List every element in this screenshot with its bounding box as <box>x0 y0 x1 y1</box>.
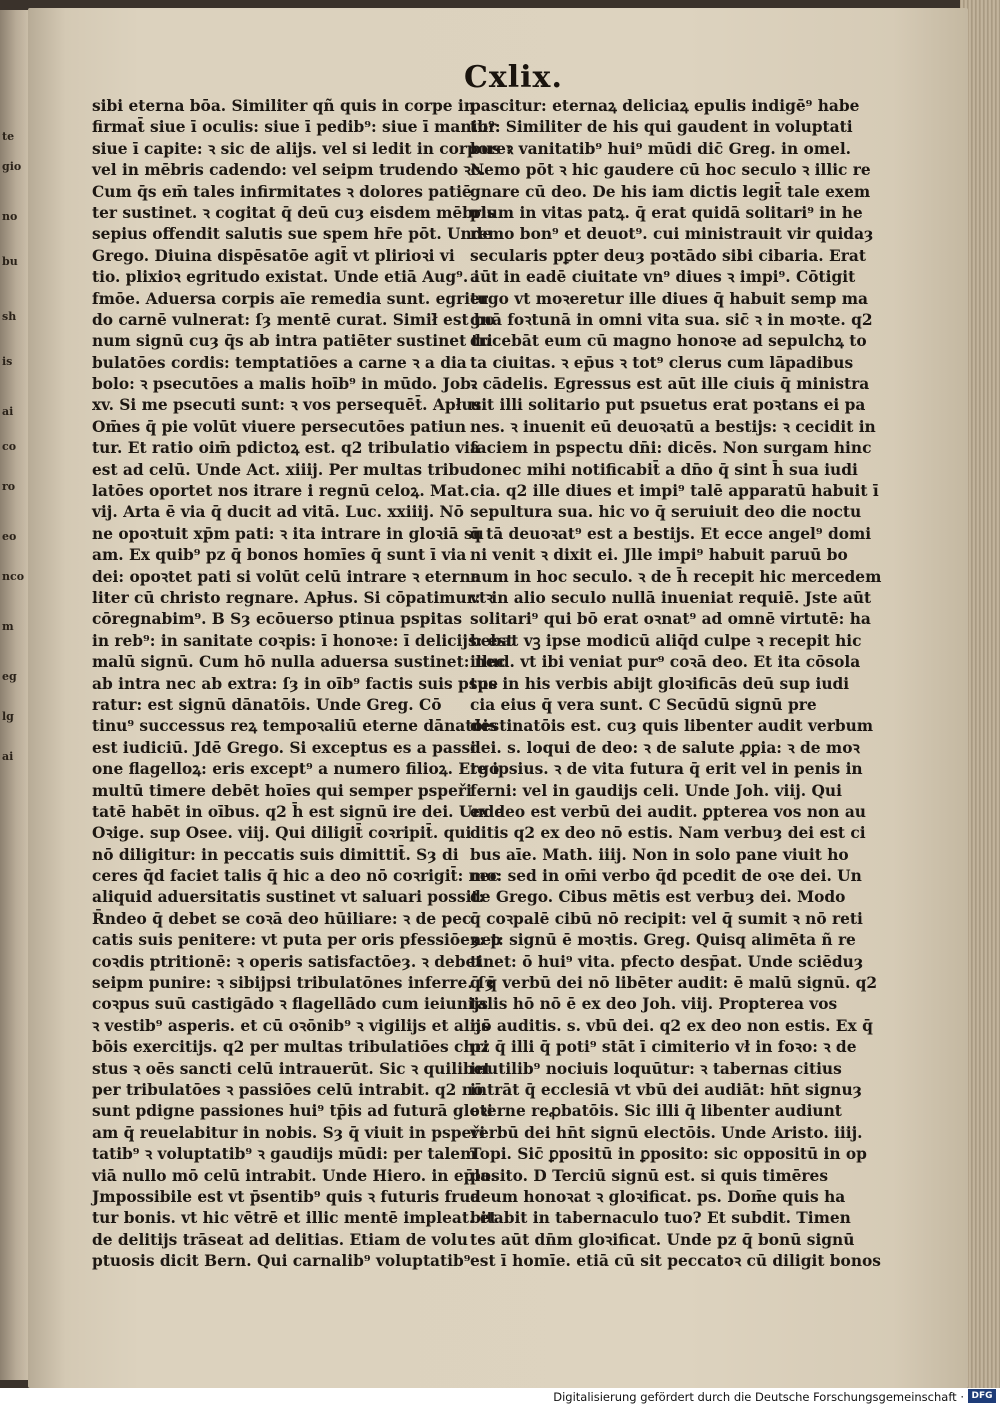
text-line: cōregnabim⁹. B Sȝ ecōuerso ptinua pspitas <box>92 610 463 629</box>
text-line: est iudiciū. Jdē Grego. Si exceptus es a passi <box>92 738 476 757</box>
text-line: per tribulatōes ꝛ passiōes celū intrabit. q2 nō <box>92 1080 484 1099</box>
text-line: tur. Similiter de his qui gaudent in voluptati <box>470 118 853 137</box>
text-line: tinet: ō hui⁹ vita. pfecto desp̄at. Unde sciēduȝ <box>470 952 864 971</box>
text-line: ceres q̄d faciet talis q̄ hic a deo nō coꝛrigit̄: nec <box>92 867 500 886</box>
facing-page-fragment: ro <box>2 480 16 493</box>
text-line: nes. ꝛ inuenit eū deuoꝛatū a bestijs: ꝛ cecidit in <box>470 417 876 436</box>
text-line: ta ciuitas. ꝛ ep̄us ꝛ tot⁹ clerus cum lāpadibus <box>470 353 854 372</box>
text-line: Cum q̄s em̄ tales infirmitates ꝛ dolores patiē <box>92 182 472 201</box>
text-line: Om̄es q̄ pie volūt viuere persecutōes patiun <box>92 417 467 436</box>
facing-page-fragment: te <box>2 130 15 143</box>
text-line: ptuosis dicit Bern. Qui carnalib⁹ voluptatib⁹ <box>92 1252 471 1271</box>
text-line: q̄ coꝛpalē cibū nō recipit: vel q̄ sumit ꝛ nō reti <box>470 909 863 928</box>
text-line: num signū cuȝ q̄s ab intra patiēter sustinet tri <box>92 332 493 351</box>
facing-page-fragment: lg <box>2 710 14 723</box>
text-line: bulatōes cordis: temptatiōes a carne ꝛ a dia <box>92 353 467 372</box>
text-line: R̄ndeo q̄ debet se coꝛā deo hūiliare: ꝛ de pec <box>92 909 472 928</box>
text-line: mo: sed in om̄i verbo q̄d pcedit de oꝛe dei. Un <box>470 867 862 886</box>
text-line: pz q̄ illi q̄ poti⁹ stāt ī cimiterio vł in foꝛo: ꝛ de <box>470 1038 857 1057</box>
text-line: est ī homīe. etiā cū sit peccatoꝛ cū diligit bonos <box>470 1252 881 1271</box>
text-line: q̄ q̄ verbū dei nō libēter audit: ē malū signū. q2 <box>470 974 878 993</box>
text-line: bōis exercitijs. q2 per multas tribulatiōes chri <box>92 1038 489 1057</box>
text-line: ꝛ cādelis. Egressus est aūt ille ciuis q̄ ministra <box>470 375 870 394</box>
facing-page-fragment: no <box>2 210 18 223</box>
text-line: illud. vt ibi veniat pur⁹ coꝛā deo. Et ita cōsola <box>470 653 861 672</box>
text-line: ex deo est verbū dei audit. ꝑpterea vos non au <box>470 802 866 821</box>
text-line: de delitijs trāseat ad delitias. Etiam de volu <box>92 1230 468 1249</box>
text-line: ter sustinet. ꝛ cogitat q̄ deū cuȝ eisdem mēbris <box>92 203 496 222</box>
text-line: siue ī capite: ꝛ sic de alijs. vel si ledit in corpore: <box>92 139 512 158</box>
folio-number: Cxlix. <box>464 60 563 95</box>
text-line: ducebāt eum cū magno honoꝛe ad sepulchꝝ to <box>470 332 867 351</box>
text-line: dei: opoꝛtet pati si volūt celū intrare ꝛ eterna <box>92 567 481 586</box>
text-line: destinatōis est. cuȝ quis libenter audit verbum <box>470 717 874 736</box>
dfg-logo-icon: DFG <box>968 1389 996 1403</box>
text-line: q̄ tā deuoꝛat⁹ est a bestijs. Et ecce angel⁹ domi <box>470 524 872 543</box>
text-line: tus in his verbis abijt gloꝛificās deū sup iudi <box>470 674 850 693</box>
text-line: tatē habēt in oībus. q2 h̄ est signū ire dei. Unde <box>92 802 505 821</box>
text-line: talis hō nō ē ex deo Joh. viij. Propterea vos <box>470 995 838 1014</box>
text-line: Nemo pōt ꝛ hic gaudere cū hoc seculo ꝛ illic re <box>470 161 871 180</box>
text-line: solitari⁹ qui bō erat oꝛnat⁹ ad omnē virtutē: ha <box>470 610 871 629</box>
text-line: posito. D Terciū signū est. si quis timēres <box>470 1166 828 1185</box>
text-line: seipm punire: ꝛ sibijpsi tribulatōnes inferre. ſȝ <box>92 974 494 993</box>
funding-credit: Digitalisierung gefördert durch die Deutsche Forschungsgemeinschaft · <box>553 1390 964 1404</box>
text-line: catis suis penitere: vt puta per oris pfessiōeȝ: p <box>92 931 502 950</box>
text-line: de Grego. Cibus mētis est verbuȝ dei. Modo <box>470 888 846 907</box>
text-line: vt in alio seculo nullā inueniat requiē. Jste aūt <box>470 588 872 607</box>
text-line: num in hoc seculo. ꝛ de h̄ recepit hic mercedem <box>470 567 882 586</box>
facing-page-fragment: ai <box>2 750 14 763</box>
text-line: nō diligitur: in peccatis suis dimittit̄. Sȝ di <box>92 845 459 864</box>
text-line: tatib⁹ ꝛ voluptatib⁹ ꝛ gaudijs mūdi: per talem <box>92 1145 477 1164</box>
text-line: plum in vitas patꝝ. q̄ erat quidā solitari⁹ in he <box>470 203 863 222</box>
text-line: aūt in eadē ciuitate vn⁹ diues ꝛ impi⁹. Cōtigit <box>470 268 856 287</box>
text-line: donec mihi notificabit̄ a dn̄o q̄ sint h̄ sua iudi <box>470 460 858 479</box>
text-line: firmat̄ siue ī oculis: siue ī pedib⁹: siue ī manib⁹: <box>92 118 501 137</box>
text-line: intrāt q̄ ecclesiā vt vbū dei audiāt: hn̄t signuȝ <box>470 1080 862 1099</box>
text-line: ni venit ꝛ dixit ei. Jlle impi⁹ habuit paruū bo <box>470 546 848 565</box>
text-line: secularis pꝑter deuȝ poꝛtādo sibi cibaria. Erat <box>470 246 866 265</box>
text-line: net: signū ē moꝛtis. Greg. Quisq alimēta ñ re <box>470 931 856 950</box>
text-line: vel in mēbris cadendo: vel seipm trudendo ꝛc. <box>92 161 486 180</box>
facing-page-fragment: co <box>2 440 17 453</box>
text-line: viā nullo mō celū intrabit. Unde Hiero. in ep̄la. <box>92 1166 496 1185</box>
text-line: bitabit in tabernaculo tuo? Et subdit. Timen <box>470 1209 851 1228</box>
text-line: Jmpossibile est vt p̄sentib⁹ quis ꝛ futuris frua <box>92 1187 481 1206</box>
text-line: ergo vt moꝛeretur ille diues q̄ habuit semp ma <box>470 289 868 308</box>
text-line: latōes oportet nos itrare i regnū celoꝝ. Mat. <box>92 482 470 501</box>
right-text-column <box>470 96 882 1272</box>
text-line: aliquid aduersitatis sustinet vt saluari possit: <box>92 888 485 907</box>
text-line: multū timere debēt hoīes qui semper pspeři <box>92 781 472 800</box>
facing-page-fragment: eo <box>2 530 17 543</box>
text-line: one flagelloꝝ: eris except⁹ a numero filioꝝ. Ergo <box>92 760 500 779</box>
text-line: faciem in pspectu dn̄i: dicēs. Non surgam hinc <box>470 439 872 458</box>
text-line: dei. s. loqui de deo: ꝛ de salute ꝓꝑia: ꝛ de moꝛ <box>470 738 860 757</box>
text-line: sunt pdigne passiones hui⁹ tp̄is ad futurā gloꝛi <box>92 1102 493 1121</box>
left-text-column <box>92 96 514 1272</box>
text-line: bebat vꝫ ipse modicū aliq̄d culpe ꝛ recepit hic <box>470 631 862 650</box>
text-line: coꝛpus suū castigādo ꝛ flagellādo cum ieiunijs <box>92 995 488 1014</box>
text-line: eterne reꝓbatōis. Sic illi q̄ libenter audiunt <box>470 1102 842 1121</box>
text-line: vij. Arta ē via q̄ ducit ad vitā. Luc. xxiiij. Nō <box>92 503 464 522</box>
text-line: gnā foꝛtunā in omni vita sua. sic̄ ꝛ in moꝛte. q2 <box>470 310 873 329</box>
facing-page-fragment: sh <box>2 310 17 323</box>
facing-page-fragment: nco <box>2 570 25 583</box>
text-line: cia eius q̄ vera sunt. C Secūdū signū pre <box>470 695 817 714</box>
text-line: ne opoꝛtuit xp̄m pati: ꝛ ita intrare in gloꝛiā su <box>92 524 484 543</box>
text-line: nō auditis. s. vbū dei. q2 ex deo non estis. Ex q̄ <box>470 1016 873 1035</box>
text-line: liter cū christo regnare. Apłus. Si cōpatimur: ꝛ <box>92 588 494 607</box>
text-line: in reb⁹: in sanitate coꝛpis: ī honoꝛe: ī delicijs: est <box>92 631 514 650</box>
text-line: am. Ex quib⁹ pz q̄ bonos homīes q̄ sunt ī via <box>92 546 467 565</box>
text-line: verbū dei hn̄t signū electōis. Unde Aristo. iiij. <box>470 1123 863 1142</box>
facing-page-fragment: is <box>2 355 13 368</box>
facing-page-fragment: eg <box>2 670 17 683</box>
facing-page-fragment: gio <box>2 160 22 173</box>
text-line: Oꝛige. sup Osee. viij. Qui diligit̄ coꝛripit̄. qui <box>92 824 472 843</box>
text-line: sepius offendit salutis sue spem hr̄e pōt. Unde <box>92 225 493 244</box>
text-line: ratur: est signū dānatōis. Unde Greg. Cō <box>92 695 442 714</box>
text-line: sepultura sua. hic vo q̄ seruiuit deo die noctu <box>470 503 862 522</box>
text-line: ꝛ vestib⁹ asperis. et cū oꝛōnib⁹ ꝛ vigilijs et alijs <box>92 1016 490 1035</box>
text-line: tur. Et ratio oim̄ pdictoꝝ est. q2 tribulatio via <box>92 439 480 458</box>
facing-page-fragment: bu <box>2 255 18 268</box>
text-line: inutilib⁹ nociuis loquūtur: ꝛ tabernas citius <box>470 1059 842 1078</box>
text-line: ferni: vel in gaudijs celi. Unde Joh. viij. Qui <box>470 781 842 800</box>
text-line: gnare cū deo. De his iam dictis legit̄ tale exem <box>470 182 871 201</box>
facing-page-fragment: ai <box>2 405 14 418</box>
text-line: cia. q2 ille diues et impi⁹ talē apparatū habuit ī <box>470 482 879 501</box>
text-line: ditis q2 ex deo nō estis. Nam verbuȝ dei est ci <box>470 824 866 843</box>
text-line: te ipsius. ꝛ de vita futura q̄ erit vel in penis in <box>470 760 863 779</box>
text-line: stus ꝛ oēs sancti celū intrauerūt. Sic ꝛ quilibet <box>92 1059 491 1078</box>
facing-page-fragment: m <box>2 620 14 633</box>
text-line: sibi eterna bōa. Similiter qñ quis in corpe in <box>92 97 475 115</box>
text-line: tinu⁹ successus reꝝ tempoꝛaliū eterne dānatōis <box>92 717 498 736</box>
text-line: pascitur: eternaꝝ deliciaꝝ epulis indigē⁹ habe <box>470 97 860 115</box>
text-line: am q̄ reuelabitur in nobis. Sȝ q̄ viuit in pspeři <box>92 1123 486 1142</box>
text-line: tio. plixioꝛ egritudo existat. Unde etiā Aug⁹. i <box>92 268 480 287</box>
text-line: bus aīe. Math. iiij. Non in solo pane viuit ho <box>470 845 849 864</box>
text-line: Topi. Sic̄ ꝑpositū in ꝑposito: sic oppositū in op <box>470 1145 867 1164</box>
text-line: do carnē vulnerat: ſȝ mentē curat. Simił̄ est bo <box>92 310 496 329</box>
text-line: uit illi solitario put psuetus erat poꝛtans ei pa <box>470 396 866 415</box>
text-line: tur bonis. vt hic vētrē et illic mentē impleat. et <box>92 1209 497 1228</box>
text-line: xv. Si me psecuti sunt: ꝛ vos persequēt̄. Apłus. <box>92 396 487 415</box>
text-line: deum honoꝛat ꝛ gloꝛificat. ps. Dom̄e quis ha <box>470 1187 846 1206</box>
text-line: bus ꝛ vanitatib⁹ hui⁹ mūdi dic̄ Greg. in omel. <box>470 139 852 158</box>
text-line: coꝛdis ptritionē: ꝛ operis satisfactōeȝ. ꝛ debet <box>92 952 483 971</box>
text-line: malū signū. Cum hō nulla aduersa sustinet: nec <box>92 653 506 672</box>
text-line: Grego. Diuina dispēsatōe agit̄ vt plirioꝛi vi <box>92 246 455 265</box>
text-line: bolo: ꝛ psecutōes a malis hoīb⁹ in mūdo. Job. <box>92 375 477 394</box>
text-line: est ad celū. Unde Act. xiiij. Per multas tribu <box>92 460 471 479</box>
text-line: tes aūt dn̄m gloꝛificat. Unde pz q̄ bonū signū <box>470 1230 855 1249</box>
text-line: ab intra nec ab extra: ſȝ in oīb⁹ factis suis pspe <box>92 674 499 693</box>
text-line: fmōe. Aduersa corpis aīe remedia sunt. egritu <box>92 289 489 308</box>
text-line: remo bon⁹ et deuot⁹. cui ministrauit vir quidaȝ <box>470 225 874 244</box>
